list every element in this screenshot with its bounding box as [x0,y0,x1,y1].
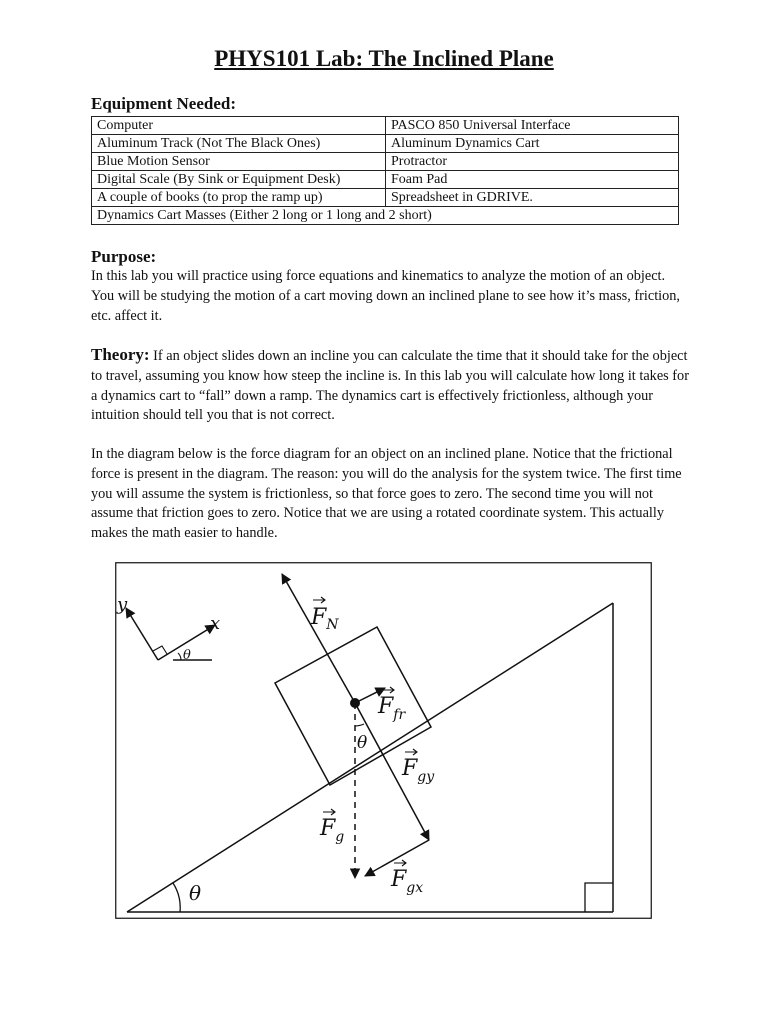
table-cell: Blue Motion Sensor [92,153,386,171]
svg-text:Fg: $F_g$ [320,816,345,845]
block-theta-label: θ [357,733,368,753]
axis-right-angle [153,646,167,654]
label-ffr [377,687,406,723]
table-cell: Aluminum Track (Not The Black Ones) [92,135,386,153]
ramp-theta-label: θ [189,881,202,905]
normal-force-arrow [282,574,355,703]
ramp-incline [127,603,613,912]
axis-x-label: x [210,613,221,634]
page-title: PHYS101 Lab: The Inclined Plane [214,46,554,71]
axis-y-label: y [117,594,128,615]
svg-text:Fgy: $F_{gy}$ [402,756,435,785]
table-cell: A couple of books (to prop the ramp up) [92,189,386,207]
inclined-plane-diagram [115,562,652,919]
purpose-text: In this lab you will practice using force equations and kinematics to analyze the motion of an object. You will be studying the motion of a cart moving down an inclined plane to see how it’s mass, friction, etc. affect it. [91,268,681,324]
svg-text:Ffr: $F_{fr}$ [378,694,406,723]
table-cell: Computer [92,117,386,135]
table-row [92,153,679,171]
theory-heading: Theory: [91,345,150,364]
table-cell: Dynamics Cart Masses (Either 2 long or 1 long and 2 short) [92,207,679,225]
center-of-mass-dot [350,698,360,708]
table-cell: Digital Scale (By Sink or Equipment Desk) [92,171,386,189]
table-row [92,117,679,135]
table-row [92,171,679,189]
axis-theta-label: θ [183,648,191,663]
label-fn [310,597,339,633]
label-fgy [401,749,435,785]
axis-y-arrow [126,608,158,660]
table-cell: PASCO 850 Universal Interface [386,117,679,135]
table-row [92,135,679,153]
purpose-heading: Purpose: [91,247,157,266]
axis-theta-arc [178,653,181,660]
theta-arc [173,883,180,912]
diagram-intro-text: In the diagram below is the force diagram for an object on an inclined plane. Notice that the frictional force is present in the diagram. The reason: you will do the analysis for the system twice. The first time you will assume the system is frictionless, so that force goes to zero. The second time you will not assume that friction goes to zero. Notice that we are using a rotated coordinate system. This actually makes the math easier to handle. [91,446,682,542]
theory-paragraph [91,345,691,426]
table-cell: Spreadsheet in GDRIVE. [386,189,679,207]
label-fgx [390,860,423,896]
table-cell: Protractor [386,153,679,171]
label-fg [319,809,344,845]
equipment-heading: Equipment Needed: [91,94,236,113]
table-row [92,207,679,225]
svg-text:Fgx: $F_{gx}$ [391,867,424,896]
table-cell: Foam Pad [386,171,679,189]
right-angle-marker [585,883,613,912]
equipment-table [91,116,679,225]
block-theta-arc [355,724,364,726]
svg-text:FN: $F_N$ [311,605,339,633]
theory-text: If an object slides down an incline you can calculate the time that it should take for the object to travel, assuming you know how steep the incline is. In this lab you will calculate how long it takes for a dynamics cart to “fall” down a ramp. The dynamics cart is effectively frictionless, although your intuition should tell you that is not correct. [91,348,689,424]
table-row [92,189,679,207]
table-cell: Aluminum Dynamics Cart [386,135,679,153]
